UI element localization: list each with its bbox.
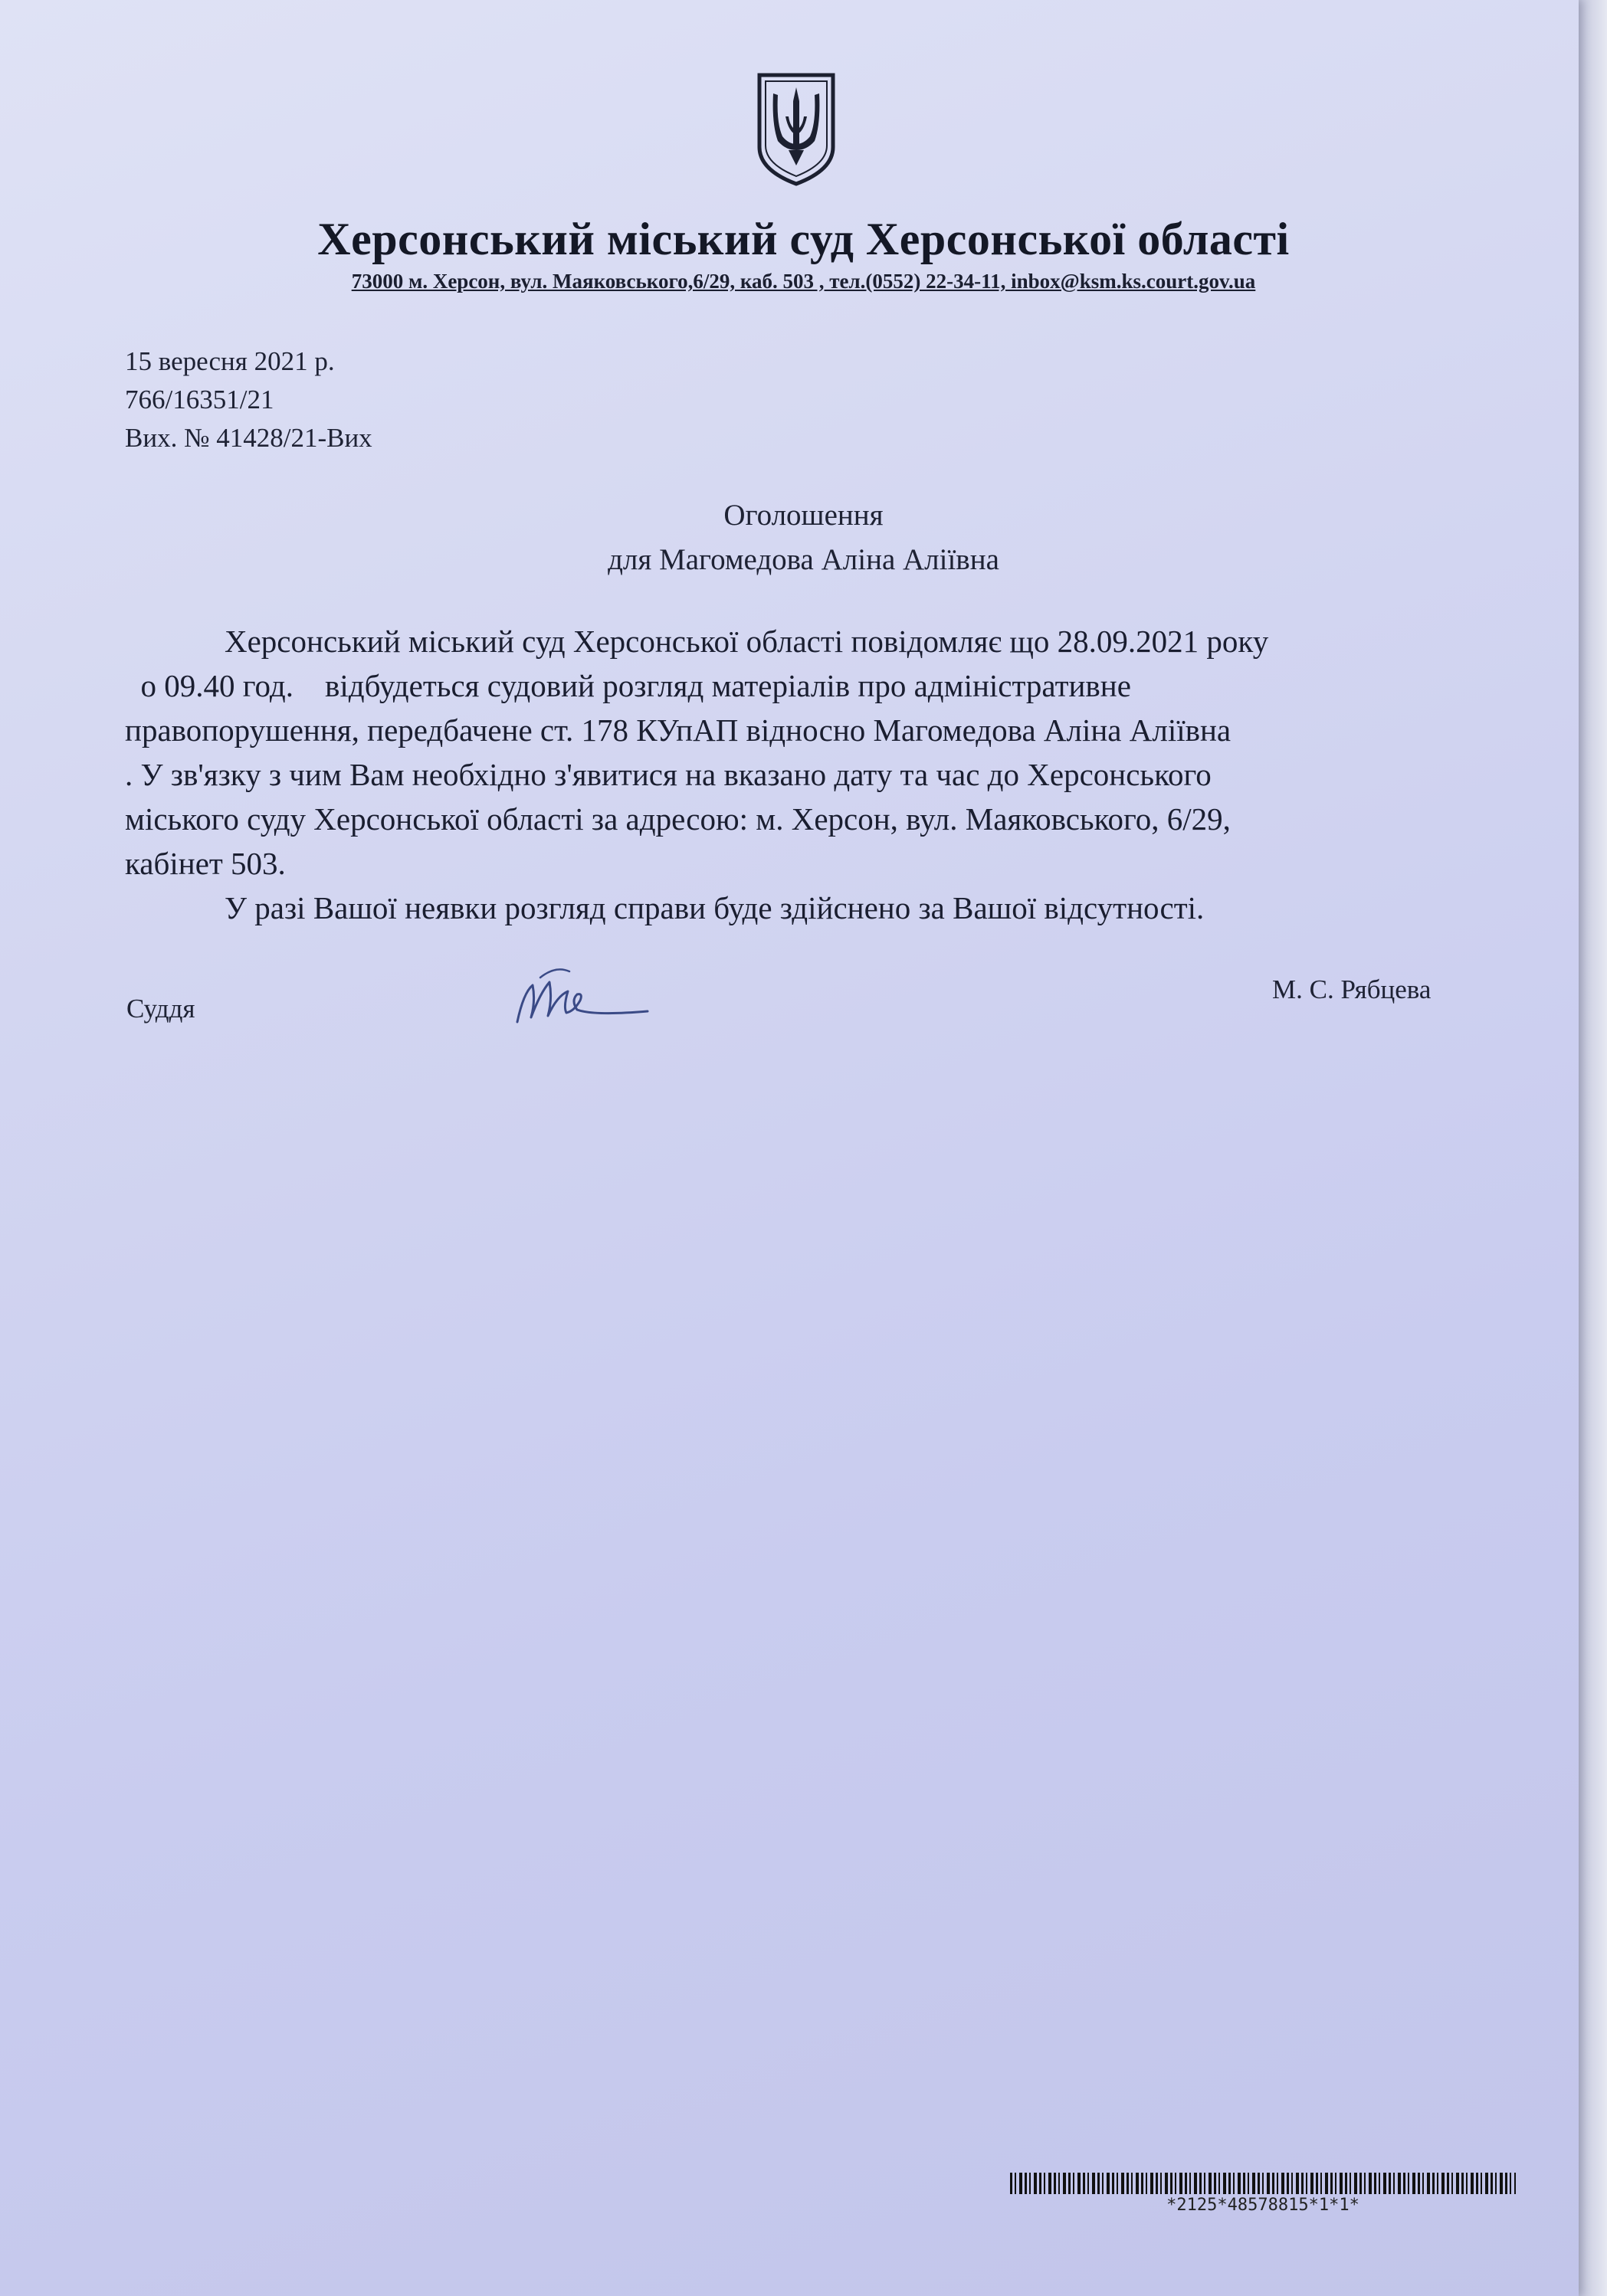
document-date: 15 вересня 2021 р. [125, 346, 335, 376]
body-line: міського суду Херсонської області за адресою: м. Херсон, вул. Маяковського, 6/29, [125, 801, 1231, 837]
barcode-graphic [1010, 2173, 1516, 2194]
body-line: . У зв'язку з чим Вам необхідно з'явитися на вказано дату та час до Херсонського [125, 757, 1212, 792]
document-meta [125, 342, 372, 457]
body-line: правопорушення, передбачене ст. 178 КУпАП відносно Магомедова Аліна Аліївна [125, 712, 1231, 748]
closing-line: У разі Вашої неявки розгляд справи буде здійснено за Вашої відсутності. [225, 890, 1205, 925]
body-line: о 09.40 год. відбудеться судовий розгляд матеріалів про адміністративне [125, 668, 1131, 703]
body-line: Херсонський міський суд Херсонської області повідомляє що 28.09.2021 року [225, 624, 1269, 659]
court-address-line: 73000 м. Херсон, вул. Маяковського,6/29, каб. 503 , тел.(0552) 22-34-11, inbox@ksm.ks.court.gov.ua [351, 270, 1256, 293]
court-name-heading: Херсонський міський суд Херсонської області [317, 214, 1290, 264]
body-line: кабінет 503. [125, 846, 286, 881]
notice-title: Оголошення [723, 499, 884, 532]
barcode-number: *2125*48578815*1*1* [1166, 2196, 1359, 2215]
judge-name: М. С. Рябцева [1272, 974, 1432, 1004]
judge-role-label: Суддя [126, 994, 195, 1024]
outgoing-number: Вих. № 41428/21-Вих [125, 423, 372, 453]
case-number: 766/16351/21 [125, 385, 274, 414]
notice-recipient: для Магомедова Аліна Аліївна [608, 543, 999, 576]
notice-body [125, 619, 1489, 930]
trident-coat-of-arms-icon [755, 70, 838, 187]
handwritten-signature [510, 962, 655, 1031]
